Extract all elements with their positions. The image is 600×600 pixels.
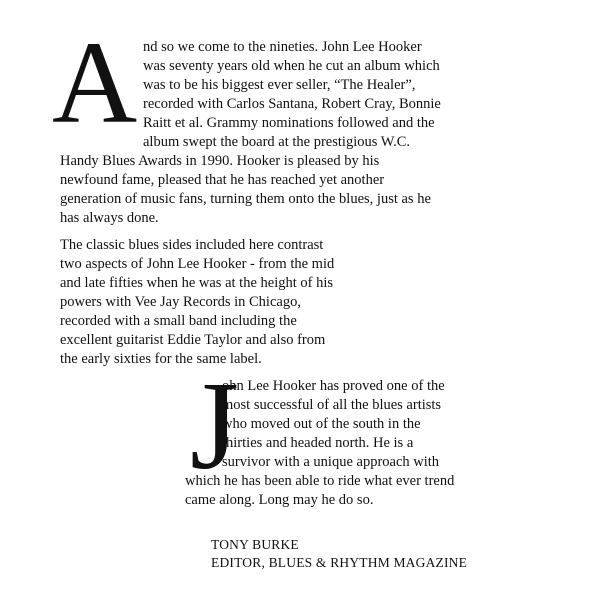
paragraph-2-line: the early sixties for the same label. [60, 351, 262, 367]
paragraph-2-line: excellent guitarist Eddie Taylor and also from [60, 332, 326, 348]
paragraph-1-line: was seventy years old when he cut an album which [143, 58, 440, 74]
paragraph-3-line: most successful of all the blues artists [222, 397, 442, 413]
paragraph-3-line: ohn Lee Hooker has proved one of the [222, 378, 445, 394]
paragraph-1-line: newfound fame, pleased that he has reached yet another [60, 172, 385, 188]
paragraph-2-line: and late fifties when he was at the height of his [60, 275, 334, 291]
paragraph-3-line: came along. Long may he do so. [185, 492, 374, 508]
drop-cap-j: J [190, 357, 240, 496]
paragraph-1-line: album swept the board at the prestigious W.C. [143, 134, 411, 150]
paragraph-3-line: survivor with a unique approach with [222, 454, 440, 470]
paragraph-2-line: two aspects of John Lee Hooker - from the mid [60, 256, 335, 272]
paragraph-1-line: Handy Blues Awards in 1990. Hooker is pleased by his [60, 153, 380, 169]
paragraph-2-line: The classic blues sides included here contrast [60, 237, 324, 253]
paragraph-3-line: who moved out of the south in the [222, 416, 421, 432]
paragraph-1-line: has always done. [60, 210, 159, 226]
paragraph-2-line: recorded with a small band including the [60, 313, 297, 329]
paragraph-1-line: recorded with Carlos Santana, Robert Cray, Bonnie [143, 96, 441, 112]
drop-cap-a: A [52, 17, 138, 148]
paragraph-1-line: was to be his biggest ever seller, “The Healer”, [143, 77, 416, 93]
paragraph-3-line: which he has been able to ride what ever trend [185, 473, 455, 489]
paragraph-1-line: nd so we come to the nineties. John Lee Hooker [143, 39, 422, 55]
paragraph-2-line: powers with Vee Jay Records in Chicago, [60, 294, 301, 310]
paragraph-3-line: thirties and headed north. He is a [222, 435, 414, 451]
author-name: TONY BURKE [211, 537, 299, 552]
paragraph-1-line: Raitt et al. Grammy nominations followed and the [143, 115, 435, 131]
author-title: EDITOR, BLUES & RHYTHM MAGAZINE [211, 555, 468, 570]
paragraph-1-line: generation of music fans, turning them onto the blues, just as he [60, 191, 431, 207]
